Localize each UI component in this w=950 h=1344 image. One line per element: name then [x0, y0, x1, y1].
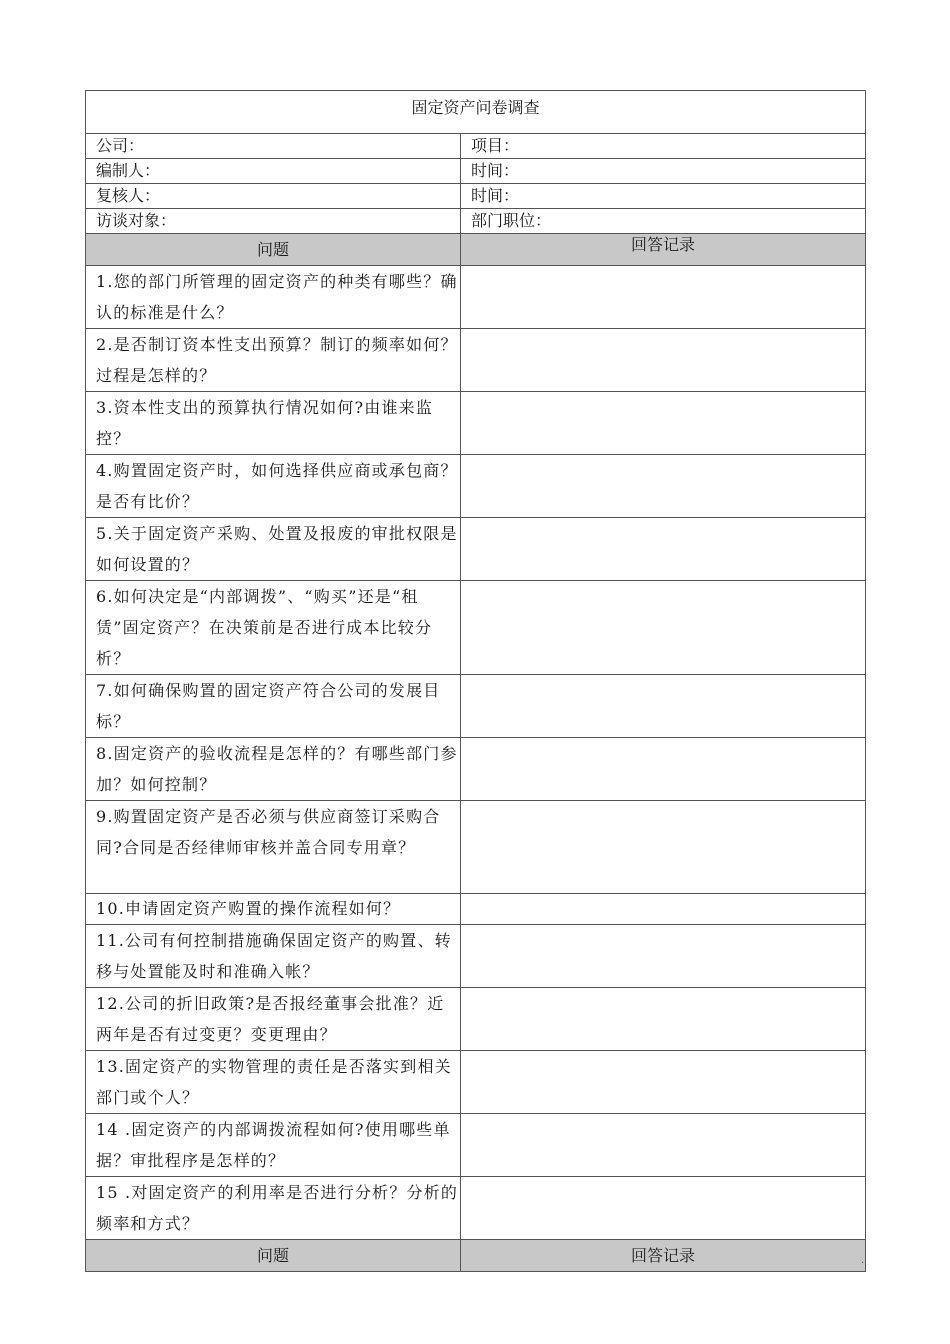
question-row	[86, 925, 866, 988]
answer-cell[interactable]	[461, 518, 866, 581]
answer-cell[interactable]	[461, 988, 866, 1051]
review-time-field: 时间：	[461, 184, 866, 209]
question-row	[86, 455, 866, 518]
question-row	[86, 675, 866, 738]
answer-cell[interactable]	[461, 894, 866, 925]
question-row	[86, 518, 866, 581]
question-text: 12.公司的折旧政策?是否报经董事会批准？近两年是否有过变更？变更理由？	[86, 988, 461, 1051]
answer-column-header-repeat: 回答记录	[461, 1240, 866, 1272]
question-text: 9.购置固定资产是否必须与供应商签订采购合同?合同是否经律师审核并盖合同专用章？	[86, 801, 461, 894]
question-row	[86, 392, 866, 455]
question-text: 5.关于固定资产采购、处置及报废的审批权限是如何设置的？	[86, 518, 461, 581]
question-column-header: 问题	[86, 234, 461, 266]
question-text: 14 .固定资产的内部调拨流程如何?使用哪些单据？审批程序是怎样的？	[86, 1114, 461, 1177]
question-text: 3.资本性支出的预算执行情况如何?由谁来监控？	[86, 392, 461, 455]
question-text: 8.固定资产的验收流程是怎样的？有哪些部门参加？如何控制？	[86, 738, 461, 801]
question-row	[86, 894, 866, 925]
answer-cell[interactable]	[461, 925, 866, 988]
prepare-time-field: 时间：	[461, 159, 866, 184]
question-text: 10.申请固定资产购置的操作流程如何？	[86, 894, 461, 925]
answer-cell[interactable]	[461, 266, 866, 329]
reviewer-field: 复核人：	[86, 184, 461, 209]
answer-cell[interactable]	[461, 392, 866, 455]
answer-cell[interactable]	[461, 329, 866, 392]
question-row	[86, 266, 866, 329]
preparer-field: 编制人：	[86, 159, 461, 184]
question-text: 7.如何确保购置的固定资产符合公司的发展目标？	[86, 675, 461, 738]
form-title: 固定资产问卷调查	[86, 91, 866, 134]
question-text: 11.公司有何控制措施确保固定资产的购置、转移与处置能及时和准确入帐？	[86, 925, 461, 988]
answer-cell[interactable]	[461, 1051, 866, 1114]
question-column-header-repeat: 问题	[86, 1240, 461, 1272]
questionnaire-sheet	[85, 90, 865, 1272]
answer-cell[interactable]	[461, 1177, 866, 1240]
question-row	[86, 738, 866, 801]
question-text: 15 .对固定资产的利用率是否进行分析？分析的频率和方式？	[86, 1177, 461, 1240]
question-row	[86, 988, 866, 1051]
question-text: 13.固定资产的实物管理的责任是否落实到相关部门或个人？	[86, 1051, 461, 1114]
question-text: 1.您的部门所管理的固定资产的种类有哪些？确认的标准是什么？	[86, 266, 461, 329]
question-text: 6.如何决定是“内部调拨”、“购买”还是“租赁”固定资产？在决策前是否进行成本比较分析？	[86, 581, 461, 675]
answer-cell[interactable]	[461, 738, 866, 801]
answer-cell[interactable]	[461, 1114, 866, 1177]
department-position-field: 部门职位：	[461, 209, 866, 234]
question-row	[86, 1114, 866, 1177]
question-row	[86, 1177, 866, 1240]
page-edge-mark: ·	[861, 1258, 865, 1269]
question-text: 4.购置固定资产时，如何选择供应商或承包商？是否有比价？	[86, 455, 461, 518]
interviewee-field: 访谈对象：	[86, 209, 461, 234]
answer-column-header: 回答记录	[461, 234, 866, 266]
answer-cell[interactable]	[461, 581, 866, 675]
question-row	[86, 801, 866, 894]
answer-cell[interactable]	[461, 455, 866, 518]
project-field: 项目：	[461, 134, 866, 159]
question-text: 2.是否制订资本性支出预算？制订的频率如何？过程是怎样的？	[86, 329, 461, 392]
answer-cell[interactable]	[461, 801, 866, 894]
questionnaire-table	[85, 90, 866, 1272]
question-row	[86, 581, 866, 675]
company-field: 公司：	[86, 134, 461, 159]
answer-cell[interactable]	[461, 675, 866, 738]
question-row	[86, 329, 866, 392]
question-row	[86, 1051, 866, 1114]
